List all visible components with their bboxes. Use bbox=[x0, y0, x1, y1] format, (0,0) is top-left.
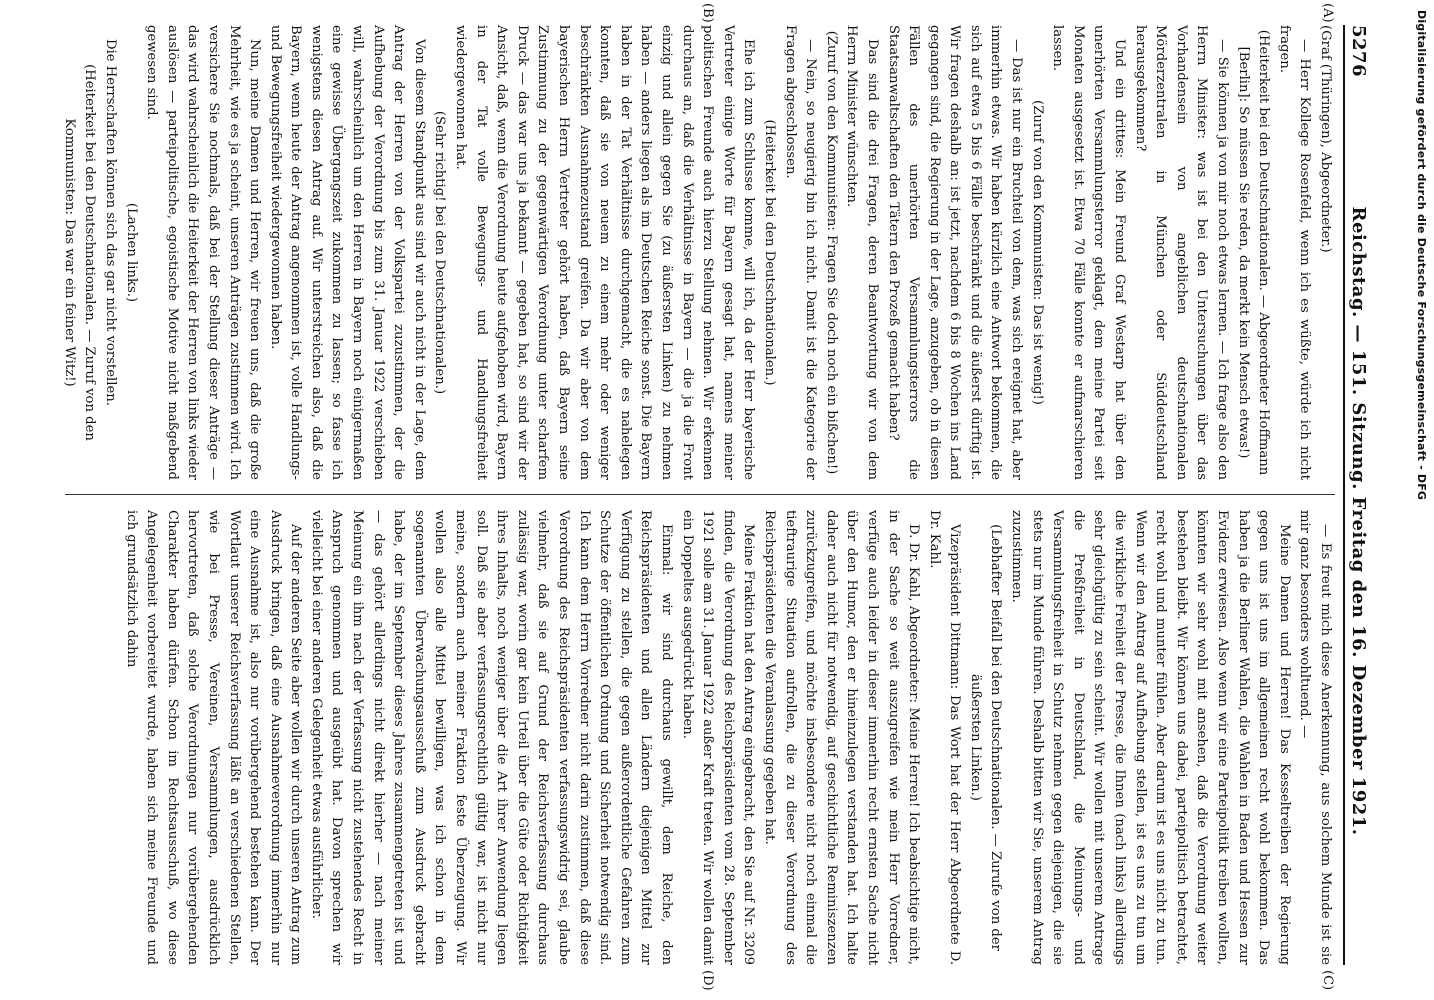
page-title: Reichstag. — 151. Sitzung. Freitag den 16. Dezember 1921. bbox=[1348, 206, 1369, 836]
left-column bbox=[61, 25, 1335, 480]
left-paragraph: (Zuruf von den Kommunisten: Fragen Sie doch noch ein bißchen!) bbox=[823, 30, 839, 475]
digitization-banner bbox=[1410, 10, 1430, 990]
margin-letter-a: (A) bbox=[1320, 3, 1335, 23]
right-paragraph: (Lebhafter Beifall bei den Deutschnationalen. — Zurufe von der äußersten Linken.) bbox=[967, 524, 1004, 951]
rotated-page-content bbox=[15, 3, 1375, 991]
left-paragraph: Die Herrschaften können sich das gar nicht vorstellen. bbox=[102, 39, 118, 406]
right-paragraph: D. Dr. Kahl, Abgeordneter: Meine Herren! Ich beabsichtige nicht, in der Sache so weit auszugreifen wie mein Herr Vorredner, verfüge auch leider in dieser immerhin recht ernsten Sache nicht über den Humor, den er hineinzulegen verstanden hat. Ich halte daher auch nicht für notwendig, auf geschichtliche Reminiszenzen zurückzugreifen, und möchte insbesondere nicht noch einmal die tieftraurige Situation aufrollen, die zu dieser Verordnung des Reichspräsidenten die Veranlassung gegeben hat. bbox=[761, 510, 922, 965]
page-number: 5276 bbox=[1348, 25, 1369, 78]
left-paragraph: (Heiterkeit bei den Deutschnationalen. — Abgeordneter Hoffmann [Berlin]: So müssen Sie reden, da merkt kein Mensch etwas!) bbox=[1235, 29, 1272, 476]
right-paragraph: Meine Fraktion hat den Antrag eingebracht, den Sie auf Nr. 3209 finden, die Verordnung des Reichspräsidenten vom 28. September 1921 solle am 31. Januar 1922 außer Kraft treten. Wir wollen damit ein Doppeltes ausgedrückt haben. bbox=[679, 510, 757, 965]
left-paragraph: Und ein drittes: Mein Freund Graf Westarp hat über den unerhörten Versammlungsterror geklagt, dem meine Partei seit Monaten ausgesetzt ist. Etwa 70 Fälle konnte er aufmarschieren lassen. bbox=[1050, 25, 1128, 480]
digitization-notice: Digitalisierung gefördert durch die Deutsche Forschungsgemeinschaft - DFG bbox=[1415, 10, 1428, 501]
left-paragraph: — Das ist nur ein Bruchteil von dem, was sich ereignet hat, aber immerhin etwas. Wir haben kürzlich eine Antwort bekommen, die sich auf etwa 5 bis 6 Fälle beschränkt und die äußerst dürftig ist. Wir fragen deshalb an: ist jetzt, nachdem 6 bis 8 Wochen ins Land gegangen sind, die Regierung in der Lage, anzugeben, ob in diesen Fällen des unerhörten Versammlungsterrors die Staatsanwaltschaften den Tätern den Prozeß gemacht haben? bbox=[885, 25, 1025, 480]
left-paragraph: Ehe ich zum Schlusse komme, will ich, da der Herr bayerische Vertreter einige Worte für Bayern gesagt hat, namens meiner politischen Freunde auch hierzu Stellung nehmen. Wir erkennen durchaus an, daß die Verhältnisse in Bayern — die ja die Front einzig und allein gegen Sie (zu äußersten Linken) zu nehmen haben — anders liegen als im Deutschen Reiche sonst. Die Bayern haben in der Tat Verhältnisse durchgemacht, die es nahelegen konnten, daß sie von neuem zu einem mehr oder weniger beschränkten Ausnahmezustand greifen. Da wir aber von dem bayerischen Herrn Vertreter gehört haben, daß Bayern seine Zustimmung zu der gegenwärtigen Verordnung unter scharfem Druck — das war uns ja bekannt — gegeben hat, so sind wir der Ansicht, daß, wenn die Verordnung heute aufgehoben wird, Bayern in der Tat volle Bewegungs- und Handlungsfreiheit wiedergewonnen hat. bbox=[453, 25, 757, 480]
right-column bbox=[65, 510, 1335, 965]
left-paragraph: (Heiterkeit bei den Deutschnationalen. — Zuruf von den Kommunisten: Das war ein feiner Witz!) bbox=[61, 64, 98, 441]
left-paragraph: — Nein, so neugierig bin ich nicht. Damit ist die Kategorie der Fragen abgeschlossen. bbox=[782, 25, 819, 480]
page-header bbox=[1343, 25, 1375, 965]
right-paragraph: Auf der anderen Seite aber wollen wir durch unseren Antrag zum Ausdruck bringen, daß eine Ausnahmeverordnung immerhin nur eine Ausnahme ist, also nur vorübergehend bestehen kann. Der Wortlaut unserer Reichsverfassung läßt an verschiedenen Stellen, wie bei Presse, Vereinen, Versammlungen, ausdrücklich hervortreten, daß solche Verordnungen nur vorübergehenden Charakter haben dürfen. Schon im Rechtsausschuß, wo diese Angelegenheit vorbereitet wurde, haben sich meine Freunde und ich grundsätzlich dahin bbox=[123, 510, 304, 965]
left-paragraph: (Zuruf von den Kommunisten: Das ist wenig!) bbox=[1029, 100, 1045, 405]
right-paragraph: Meine Damen und Herren! Das Kesseltreiben der Regierung gegen uns ist uns im allgemeinen recht wohl bekommen. Das haben ja die Berliner Wahlen, die Wahlen in Baden und Hessen zur Evidenz erwiesen. Also wenn wir eine Parteipolitik treiben wollten, könnten wir sehr wohl mit ansehen, daß die Verordnung weiter bestehen bleibt. Wir können uns dabei, parteipolitisch betrachtet, recht wohl und munter fühlen. Aber darum ist es uns nicht zu tun. Wenn wir den Antrag auf Aufhebung stellen, ist es uns zu tun um die wirkliche Freiheit der Presse, die Ihnen (nach links) allerdings sehr gleichgültig zu sein scheint. Wir wollen mit unserem Antrage die Preßfreiheit in Deutschland, die Meinungs- und Versammlungsfreiheit in Schutz nehmen gegen diejenigen, die sie stets nur im Munde führen. Deshalb bitten wir Sie, unserem Antrag zuzustimmen. bbox=[1009, 510, 1292, 965]
margin-letter-d: (D) bbox=[700, 970, 715, 991]
left-paragraph: (Heiterkeit bei den Deutschnationalen.) bbox=[761, 119, 777, 386]
left-paragraph: Das sind die drei Fragen, deren Beantwortung wir von dem Herrn Minister wünschten. bbox=[844, 25, 880, 480]
left-paragraph: (Sehr richtig! bei den Deutschnationalen.) bbox=[432, 110, 448, 395]
right-paragraph: Vizepräsident Dittmann: Das Wort hat der Herr Abgeordnete D. Dr. Kahl. bbox=[926, 510, 963, 965]
left-paragraph: — Sie können ja von mir noch etwas lernen. — Ich frage also den Herrn Minister: was ist bei den Untersuchungen über das Vorhandensein von angeblichen deutschnationalen Mörderzentralen in München oder Süddeutschland herausgekommen? bbox=[1132, 25, 1231, 480]
right-paragraph: — Es freut mich diese Anerkennung, aus solchem Munde ist sie mir ganz besonders wohltuend. — bbox=[1297, 510, 1333, 965]
margin-letter-c: (C) bbox=[1320, 970, 1335, 991]
left-paragraph: Nun, meine Damen und Herren, wir freuen uns, daß die große Mehrheit, wie es ja scheint, unseren Anträgen zustimmen wird. Ich versichere Sie nochmals, daß bei der Stellung dieser Anträge — das wird wahrscheinlich die Heiterkeit der Herren von links wieder auslösen — parteipolitische, egoistische Motive nicht maßgebend gewesen sind. bbox=[144, 25, 263, 480]
column-divider bbox=[65, 494, 1335, 495]
left-paragraph: — Herr Kollege Rosenfeld, wenn ich es wüßte, würde ich nicht fragen. bbox=[1276, 25, 1313, 480]
margin-letter-b: (B) bbox=[700, 3, 715, 23]
left-paragraph: (Graf (Thüringen), Abgeordneter.) bbox=[1318, 25, 1333, 253]
left-paragraph: Von diesem Standpunkt aus sind wir auch nicht in der Lage, dem Antrag der Herren von der Volkspartei zuzustimmen, der die Aufhebung der Verordnung bis zum 31. Januar 1922 verschieben will, wahrscheinlich um den Herren in Bayern noch einigermaßen eine gewisse Übergangszeit zukommen zu lassen; so fasse ich wenigstens diesen Antrag auf. Wir unterstreichen also, daß die Bayern, wenn heute der Antrag angenommen ist, volle Handlungs- und Bewegungsfreiheit wiedergewonnen haben. bbox=[267, 25, 427, 480]
left-paragraph: (Lachen links.) bbox=[123, 202, 139, 303]
right-paragraph: Einmal: wir sind durchaus gewillt, dem Reiche, den Reichspräsidenten und allen Ländern diejenigen Mittel zur Verfügung zu stellen, die gegen außerordentliche Gefahren zum Schutze der öffentlichen Ordnung und Sicherheit notwendig sind. Ich kann dem Herrn Vorredner nicht darin zustimmen, daß diese Verordnung des Reichspräsidenten verfassungswidrig sei, glaube vielmehr, daß sie auf Grund der Reichsverfassung durchaus zulässig war, worin gar kein Urteil über die Güte oder Richtigkeit ihres Inhalts, noch weniger über die Art ihrer Anwendung liegen soll. Daß sie aber verfassungsrechtlich gültig war, ist nicht nur meine, sondern auch meiner Fraktion feste Überzeugung. Wir wollen also alle Mittel bewilligen, was ich schon in dem sogenannten Überwachungsausschuß zum Ausdruck gebracht habe, der im September dieses Jahres zusammengetreten ist und — das gehört allerdings nicht direkt hierher — nach meiner Meinung ein ihm nach der Verfassung nicht zustehendes Recht in Anspruch genommen und ausgeübt hat. Davon sprechen wir vielleicht bei einer anderen Gelegenheit etwas ausführlicher. bbox=[308, 510, 674, 965]
